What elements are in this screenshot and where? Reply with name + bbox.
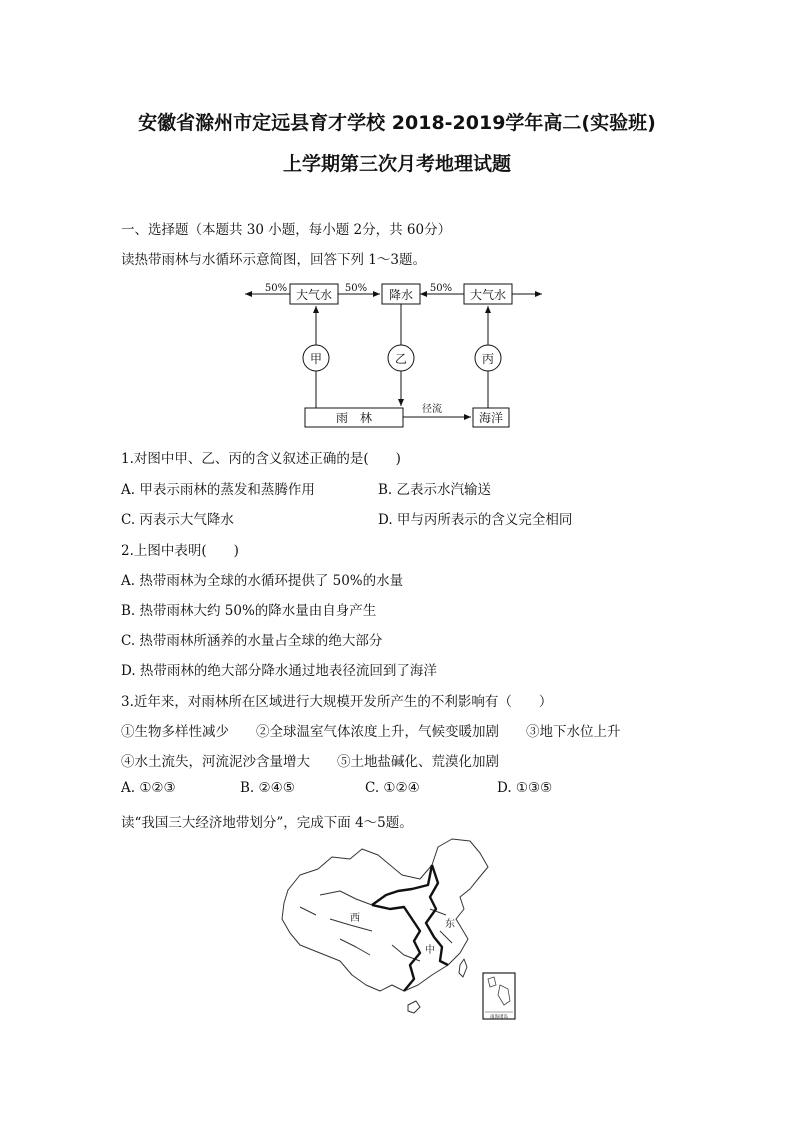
circle-yi: 乙 bbox=[394, 352, 408, 366]
runoff-label: 径流 bbox=[422, 404, 442, 415]
china-outline bbox=[282, 839, 488, 991]
question-intro-2: 读“我国三大经济地带划分”，完成下面 4～5题。 bbox=[121, 815, 413, 831]
box-rainforest: 雨 林 bbox=[335, 411, 373, 425]
percent-label-mid-left: 50% bbox=[344, 283, 368, 294]
question-intro-1: 读热带雨林与水循环示意简图，回答下列 1～3题。 bbox=[121, 252, 426, 268]
box-ocean: 海洋 bbox=[478, 411, 504, 425]
map-label-west: 西 bbox=[350, 913, 360, 924]
box-atmospheric-water-right: 大气水 bbox=[469, 288, 507, 302]
map-label-central: 中 bbox=[425, 945, 435, 956]
question-1-option-c: C. 丙表示大气降水 bbox=[121, 512, 234, 528]
question-3-option-c: C. ①②④ bbox=[365, 780, 420, 796]
question-3-option-b: B. ②④⑤ bbox=[240, 780, 295, 796]
question-1-option-d: D. 甲与丙所表示的含义完全相同 bbox=[378, 512, 573, 528]
question-1-option-a: A. 甲表示雨林的蒸发和蒸腾作用 bbox=[121, 482, 315, 498]
question-2-option-d: D. 热带雨林的绝大部分降水通过地表径流回到了海洋 bbox=[121, 663, 437, 679]
question-3-items-2: ④水土流失，河流泥沙含量增大 ⑤土地盐碱化、荒漠化加剧 bbox=[121, 754, 499, 770]
percent-label-mid-right: 50% bbox=[429, 283, 453, 294]
page-title-line1: 安徽省滁州市定远县育才学校 2018-2019学年高二(实验班) bbox=[138, 112, 656, 134]
question-2-option-a: A. 热带雨林为全球的水循环提供了 50%的水量 bbox=[121, 573, 404, 589]
question-1-stem: 1.对图中甲、乙、丙的含义叙述正确的是( ) bbox=[121, 451, 401, 467]
page-title-line2: 上学期第三次月考地理试题 bbox=[282, 153, 511, 175]
question-2-stem: 2.上图中表明( ) bbox=[121, 543, 239, 559]
inset-label: 南海诸岛 bbox=[490, 1015, 508, 1020]
boundary-north bbox=[372, 865, 432, 905]
taiwan-island bbox=[459, 959, 467, 977]
hainan-island bbox=[408, 1001, 420, 1013]
box-atmospheric-water-left: 大气水 bbox=[295, 288, 333, 302]
south-china-sea-inset bbox=[483, 973, 515, 1020]
box-precipitation: 降水 bbox=[388, 288, 414, 302]
question-3-option-d: D. ①③⑤ bbox=[497, 780, 553, 796]
china-economic-zones-map bbox=[0, 835, 794, 1025]
map-label-east: 东 bbox=[445, 919, 455, 930]
question-2-option-b: B. 热带雨林大约 50%的降水量由自身产生 bbox=[121, 603, 377, 619]
percent-label-left: 50% bbox=[264, 283, 288, 294]
water-cycle-diagram bbox=[0, 278, 794, 438]
question-3-option-a: A. ①②③ bbox=[121, 780, 176, 796]
question-1-option-b: B. 乙表示水汽输送 bbox=[378, 482, 492, 498]
question-3-items-1: ①生物多样性减少 ②全球温室气体浓度上升，气候变暖加剧 ③地下水位上升 bbox=[121, 724, 621, 740]
question-2-option-c: C. 热带雨林所涵养的水量占全球的绝大部分 bbox=[121, 633, 383, 649]
circle-jia: 甲 bbox=[309, 352, 323, 366]
circle-bing: 丙 bbox=[481, 352, 495, 366]
question-3-stem: 3.近年来，对雨林所在区域进行大规模开发所产生的不利影响有（ ） bbox=[121, 694, 553, 710]
section-header: 一、选择题（本题共 30 小题，每小题 2分，共 60分） bbox=[121, 222, 452, 238]
